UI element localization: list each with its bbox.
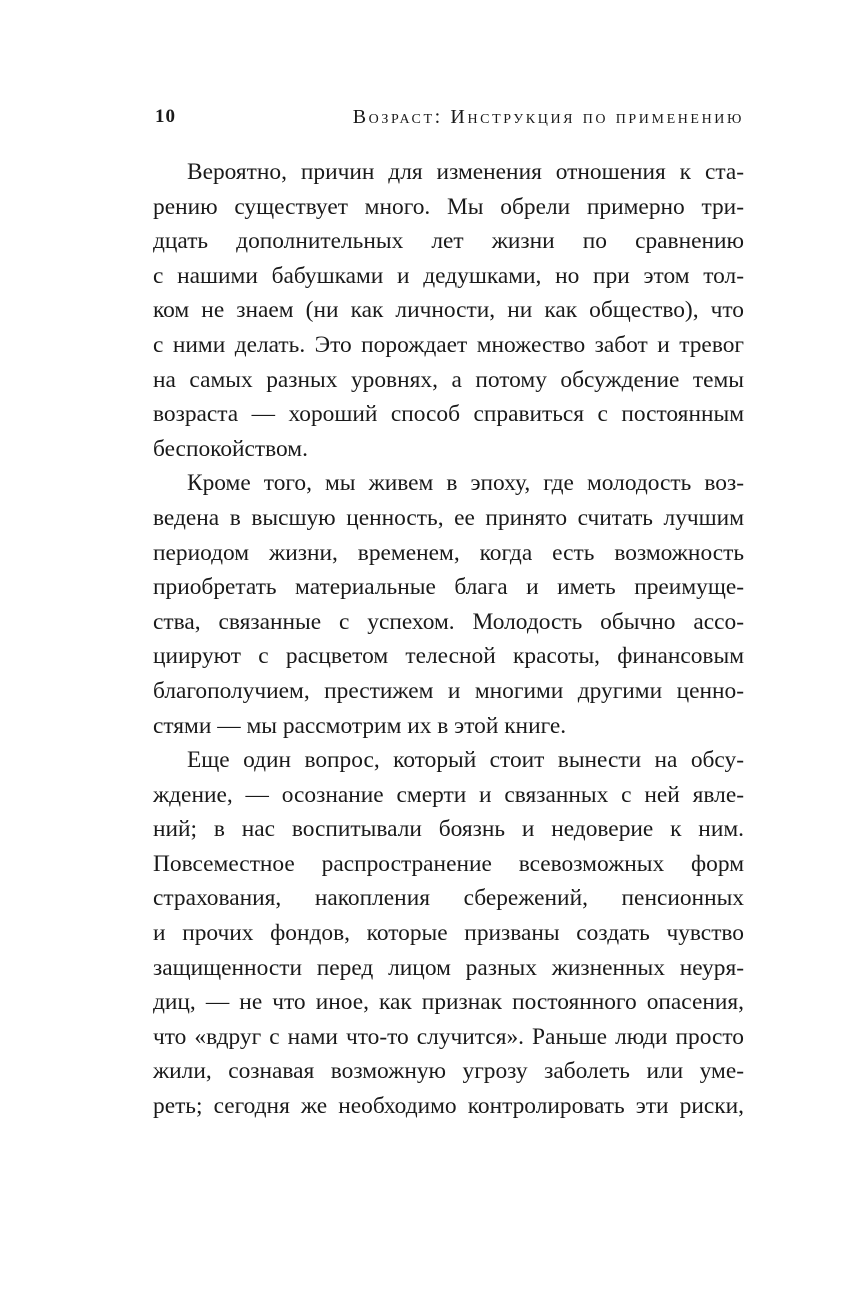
text-line: Еще один вопрос, который стоит вынести на обсу- <box>187 747 744 774</box>
text-line: циируют с расцветом телесной красоты, финансовым <box>153 643 744 670</box>
text-line: Кроме того, мы живем в эпоху, где молодость воз- <box>187 470 744 497</box>
text-line: возраста — хороший способ справиться с постоянным <box>153 401 744 428</box>
paragraph-2 <box>153 466 744 743</box>
running-title: Возраст: Инструкция по применению <box>352 106 744 128</box>
text-line: диц, — не что иное, как признак постоянного опасения, <box>153 989 744 1016</box>
paragraph-3 <box>153 743 744 1124</box>
running-head <box>153 106 744 136</box>
text-line: и прочих фондов, которые призваны создать чувство <box>153 920 744 947</box>
text-line: ства, связанные с успехом. Молодость обычно ассо- <box>153 608 744 635</box>
text-line: стями — мы рассмотрим их в этой книге. <box>153 712 567 739</box>
text-line: страхования, накопления сбережений, пенсионных <box>153 885 744 912</box>
text-line: благополучием, престижем и многими другими ценно- <box>153 677 744 704</box>
text-line: ний; в нас воспитывали боязнь и недоверие к ним. <box>153 816 744 843</box>
book-page <box>153 0 744 1299</box>
text-line: жили, сознавая возможную угрозу заболеть или уме- <box>153 1058 744 1085</box>
text-line: ком не знаем (ни как личности, ни как общество), что <box>153 297 744 324</box>
page-number: 10 <box>155 106 176 127</box>
text-line: с нашими бабушками и дедушками, но при этом тол- <box>153 262 744 289</box>
text-line: что «вдруг с нами что-то случится». Раньше люди просто <box>153 1023 744 1050</box>
text-line: на самых разных уровнях, а потому обсуждение темы <box>153 366 744 393</box>
text-line: ждение, — осознание смерти и связанных с ней явле- <box>153 781 744 808</box>
text-line: рению существует много. Мы обрели примерно три- <box>153 193 744 220</box>
text-line: дцать дополнительных лет жизни по сравнению <box>153 228 744 255</box>
paragraph-1 <box>153 155 744 466</box>
text-line: защищенности перед лицом разных жизненных неуря- <box>153 954 744 981</box>
text-line: Повсеместное распространение всевозможных форм <box>153 850 744 877</box>
body-text <box>153 155 744 1124</box>
text-line: реть; сегодня же необходимо контролировать эти риски, <box>153 1093 744 1120</box>
text-line: приобретать материальные блага и иметь преимуще- <box>153 574 744 601</box>
text-line: периодом жизни, временем, когда есть возможность <box>153 539 744 566</box>
text-line: ведена в высшую ценность, ее принято считать лучшим <box>153 504 744 531</box>
text-line: беспокойством. <box>153 435 308 462</box>
text-line: Вероятно, причин для изменения отношения к ста- <box>187 159 744 185</box>
text-line: с ними делать. Это порождает множество забот и тревог <box>153 331 744 358</box>
